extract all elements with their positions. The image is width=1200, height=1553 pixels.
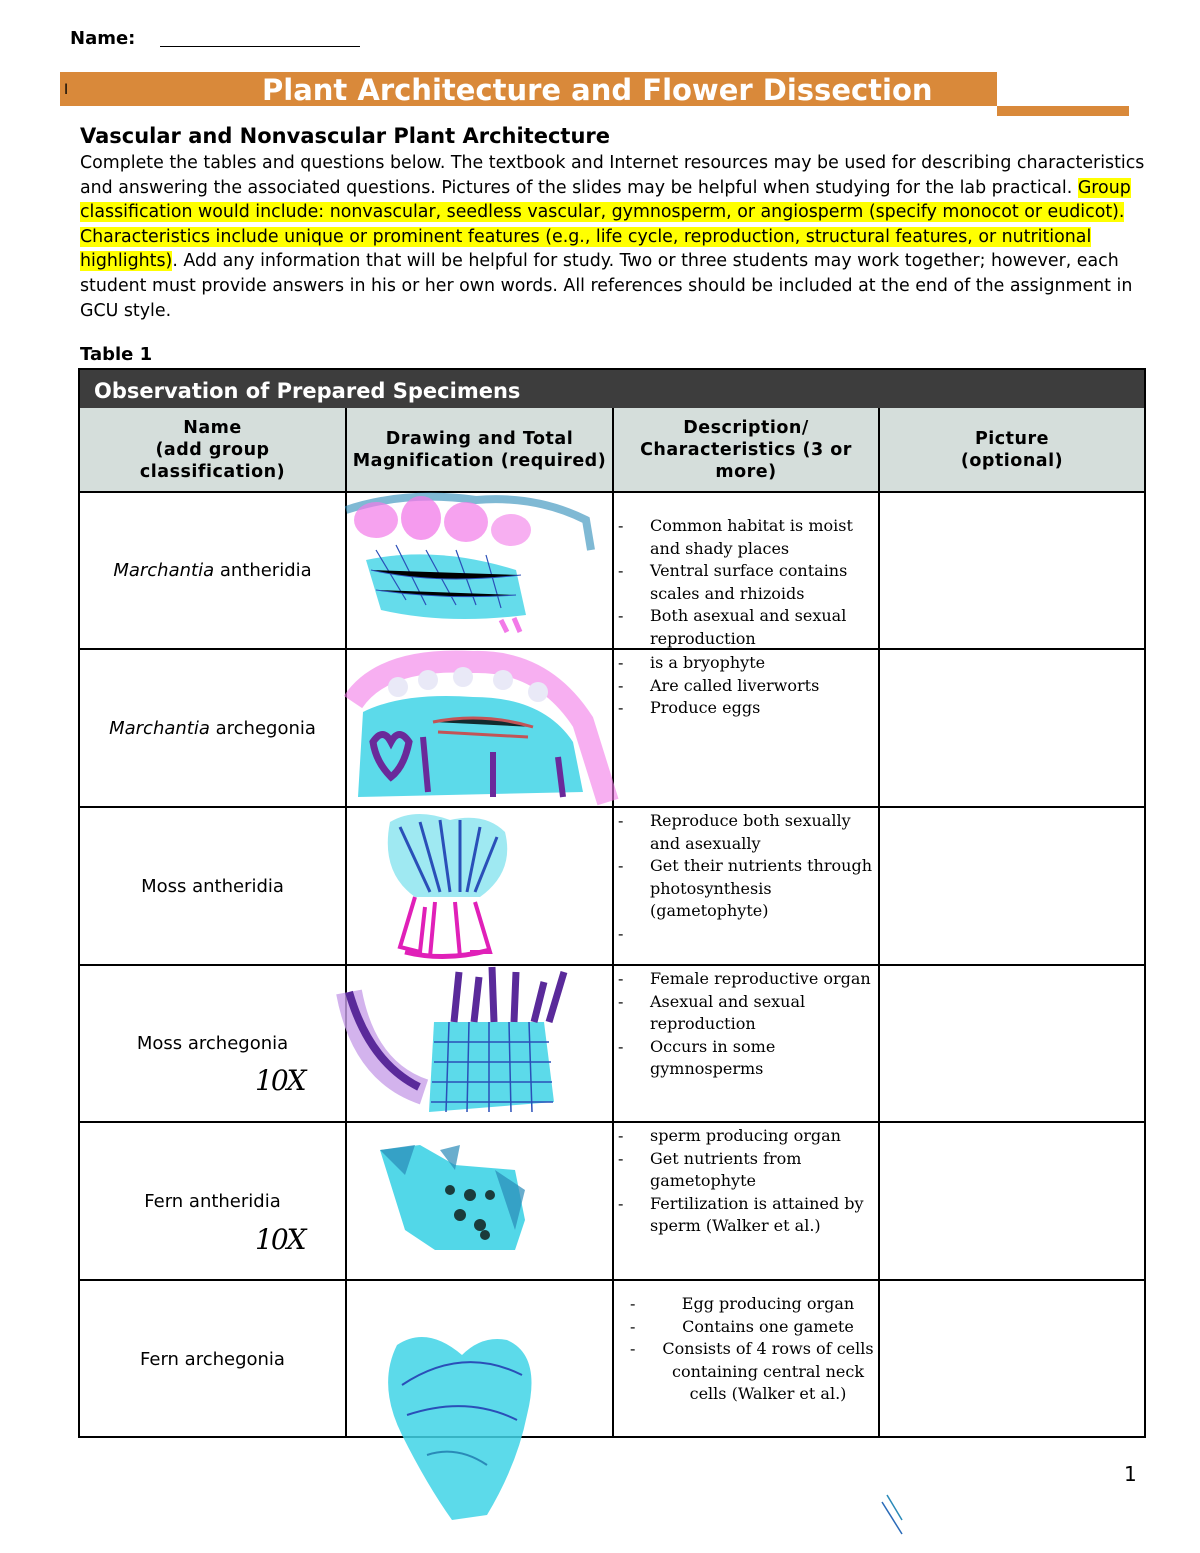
characteristic-item: - Asexual and sexual reproduction [614, 991, 874, 1036]
marchantia-archegonia-drawing [343, 652, 613, 810]
specimen-name [137, 1033, 288, 1054]
header-name: Name (add group classification) [80, 408, 347, 493]
specimen-name [144, 1191, 281, 1212]
table-title: Observation of Prepared Specimens [80, 370, 1144, 408]
specimen-name [140, 1349, 285, 1370]
specimen-structure: Fern antheridia [144, 1190, 281, 1212]
header-drawing: Drawing and Total Magnification (required) [347, 408, 614, 493]
header-description: Description/ Characteristics (3 or more) [614, 408, 880, 493]
characteristics-list [626, 1293, 874, 1406]
page-number: 1 [1124, 1462, 1137, 1486]
page-title: Plant Architecture and Flower Dissection [262, 73, 933, 107]
section-heading: Vascular and Nonvascular Plant Architecture [80, 124, 611, 148]
specimen-structure: Moss archegonia [136, 1033, 289, 1054]
picture-cell[interactable] [880, 493, 1144, 650]
specimen-name-cell [80, 650, 347, 808]
specimen-name-cell [80, 966, 347, 1123]
name-label: Name: [70, 28, 136, 49]
specimen-structure: antheridia [214, 560, 312, 581]
moss-archegonia-drawing [344, 962, 584, 1122]
header-picture: Picture (optional) [880, 408, 1144, 493]
specimen-name [113, 560, 311, 581]
characteristics-list [614, 968, 874, 1081]
picture-cell[interactable] [880, 1281, 1144, 1438]
specimen-genus: Marchantia [113, 560, 215, 581]
magnification-note: 10X [255, 1223, 305, 1256]
characteristic-item: - Common habitat is moist and shady places [614, 515, 874, 560]
table-label: Table 1 [80, 344, 153, 365]
characteristic-item: - Consists of 4 rows of cells containing central neck cells (Walker et al.) [626, 1338, 874, 1406]
fern-archegonia-drawing [377, 1325, 547, 1525]
title-banner-underbar [997, 106, 1129, 116]
picture-cell[interactable] [880, 1123, 1144, 1281]
description-cell[interactable] [614, 1281, 880, 1438]
description-cell[interactable] [614, 966, 880, 1123]
characteristic-item: - Produce eggs [614, 697, 874, 720]
banner-left-mark: I [64, 82, 69, 98]
specimen-table [78, 368, 1146, 1438]
characteristics-list [614, 652, 874, 720]
specimen-structure: Moss antheridia [141, 875, 284, 897]
characteristic-item: - Both asexual and sexual reproduction [614, 605, 874, 650]
characteristic-item: - Are called liverworts [614, 675, 874, 698]
specimen-name-cell [80, 493, 347, 650]
characteristic-item: - Reproduce both sexually and asexually [614, 810, 874, 855]
description-cell[interactable] [614, 808, 880, 966]
marchantia-antheridia-drawing [336, 490, 606, 650]
picture-cell[interactable] [880, 808, 1144, 966]
intro-paragraph [80, 151, 1160, 323]
picture-cell[interactable] [880, 650, 1144, 808]
specimen-name-cell [80, 808, 347, 966]
characteristic-item: - Fertilization is attained by sperm (Walker et al.) [614, 1193, 874, 1238]
specimen-name [109, 718, 316, 739]
fern-antheridia-drawing [375, 1140, 535, 1260]
characteristic-item: - is a bryophyte [614, 652, 874, 675]
specimen-genus: Marchantia [109, 717, 210, 739]
characteristic-item: - Get their nutrients through photosynthesis (gametophyte) [614, 855, 874, 923]
characteristic-item: - Occurs in some gymnosperms [614, 1036, 874, 1081]
name-blank-line[interactable] [160, 46, 360, 47]
intro-text-continued: . Add any information that will be helpful for study. Two or three students may work together; however, each student must provide answers in his or her own words. All references should be included at the end of the assignment in GCU style. [80, 251, 1133, 321]
intro-highlight: Group classification would include: nonvascular, seedless vascular, gymnosperm, or angiosperm (specify monocot or eudicot). Characteristics include unique or prominent features (e.g., life cycle, reproduction, structural features, or nutritional highlights) [80, 177, 1131, 272]
characteristic-item: - Get nutrients from gametophyte [614, 1148, 874, 1193]
characteristic-item: - sperm producing organ [614, 1125, 874, 1148]
characteristics-list [614, 515, 874, 650]
specimen-name [141, 876, 284, 897]
specimen-structure: Fern archegonia [140, 1349, 285, 1370]
characteristic-item: - Female reproductive organ [614, 968, 874, 991]
stray-pen-mark [880, 1500, 910, 1540]
characteristic-item: - Egg producing organ [626, 1293, 874, 1316]
characteristic-item: - Contains one gamete [626, 1316, 874, 1339]
characteristic-item: - Ventral surface contains scales and rhizoids [614, 560, 874, 605]
specimen-structure: archegonia [209, 717, 316, 739]
title-overflow-text: Worksheet [88, 104, 222, 129]
description-cell[interactable] [614, 1123, 880, 1281]
moss-antheridia-drawing [375, 812, 525, 967]
specimen-name-cell [80, 1281, 347, 1438]
description-cell[interactable] [614, 493, 880, 650]
characteristics-list [614, 810, 874, 923]
description-cell[interactable] [614, 650, 880, 808]
characteristics-list [614, 1125, 874, 1238]
intro-text: Complete the tables and questions below. The textbook and Internet resources may be used for describing characteristics and answering the associated questions. Pictures of the slides may be helpful when studying for the lab practical. [80, 153, 1145, 198]
magnification-note: 10X [255, 1064, 305, 1097]
picture-cell[interactable] [880, 966, 1144, 1123]
specimen-name-cell [80, 1123, 347, 1281]
